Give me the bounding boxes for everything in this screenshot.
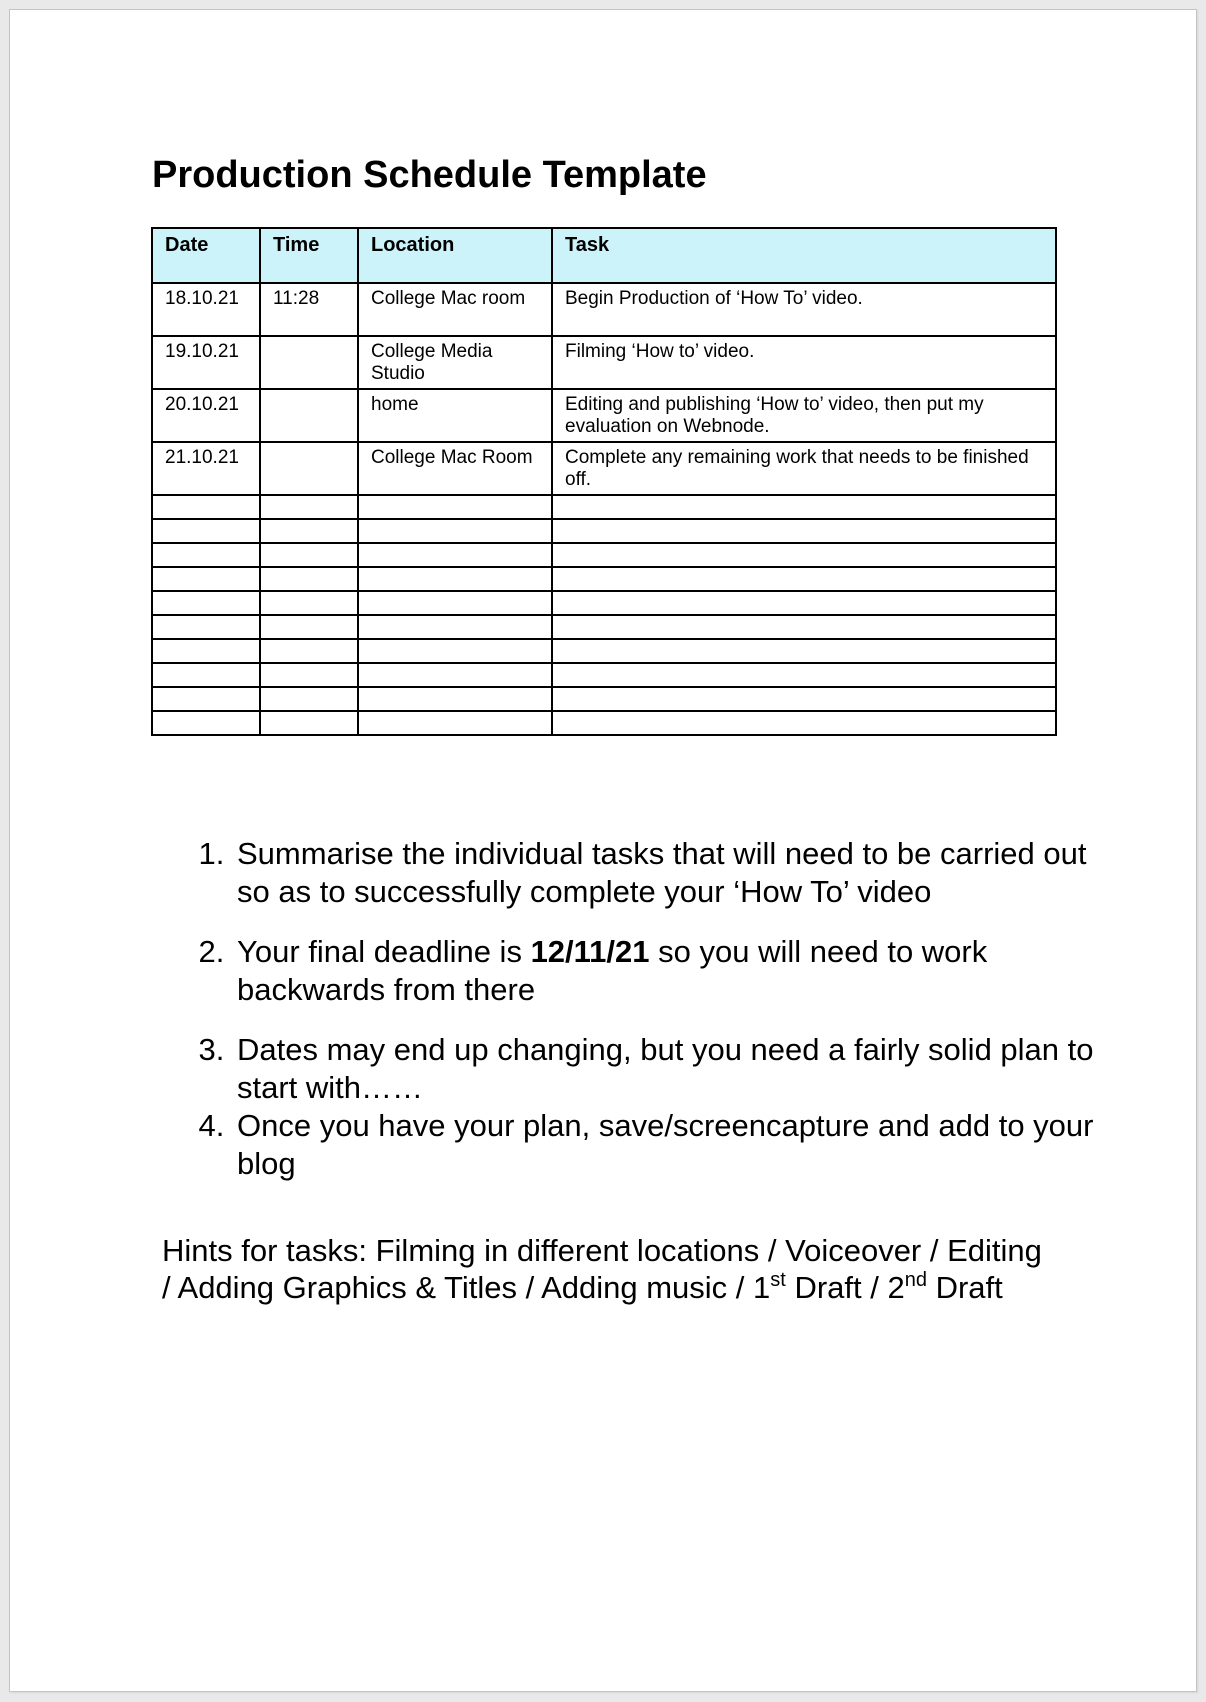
empty-table-row [152,495,1056,519]
cell-date: 20.10.21 [152,389,260,442]
cell-time [260,495,358,519]
cell-time [260,615,358,639]
cell-time [260,639,358,663]
ordinal-suffix: nd [904,1269,927,1291]
table-row [152,389,1056,442]
instruction-item [233,1107,1113,1183]
cell-task [552,711,1056,735]
cell-task [552,519,1056,543]
cell-task [552,543,1056,567]
empty-table-row [152,519,1056,543]
cell-location [358,615,552,639]
cell-location [358,639,552,663]
cell-location: College Media Studio [358,336,552,389]
cell-date [152,567,260,591]
cell-task: Complete any remaining work that needs to be finished off. [552,442,1056,495]
cell-time [260,687,358,711]
instruction-item [233,1031,1113,1107]
empty-table-row [152,591,1056,615]
table-row [152,336,1056,389]
cell-task: Begin Production of ‘How To’ video. [552,283,1056,336]
instruction-text: Your final deadline is [237,934,531,969]
cell-task: Filming ‘How to’ video. [552,336,1056,389]
cell-task: Editing and publishing ‘How to’ video, then put my evaluation on Webnode. [552,389,1056,442]
cell-location: home [358,389,552,442]
column-header-task: Task [552,228,1056,283]
cell-location [358,519,552,543]
instruction-item [233,933,1113,1009]
cell-date: 19.10.21 [152,336,260,389]
ordinal-suffix: st [770,1269,786,1291]
cell-task [552,639,1056,663]
cell-time [260,543,358,567]
cell-date [152,543,260,567]
cell-location [358,687,552,711]
cell-date: 18.10.21 [152,283,260,336]
cell-task [552,615,1056,639]
cell-location [358,543,552,567]
instruction-text: Dates may end up changing, but you need a fairly solid plan to start with…… [237,1032,1094,1105]
cell-time [260,663,358,687]
empty-table-row [152,663,1056,687]
table-row [152,283,1056,336]
empty-table-row [152,615,1056,639]
cell-location [358,567,552,591]
empty-table-row [152,543,1056,567]
cell-location: College Mac Room [358,442,552,495]
cell-date [152,687,260,711]
instruction-item [233,835,1113,911]
instruction-text: Once you have your plan, save/screencapture and add to your blog [237,1108,1094,1181]
cell-task [552,687,1056,711]
table-row [152,442,1056,495]
production-schedule-table [151,227,1057,736]
cell-time [260,389,358,442]
cell-date [152,711,260,735]
cell-date [152,591,260,615]
cell-date [152,615,260,639]
instruction-text: Summarise the individual tasks that will need to be carried out so as to successfully complete your ‘How To’ video [237,836,1087,909]
instruction-text: so you will need to work backwards from there [237,934,988,1007]
cell-time [260,591,358,615]
cell-time [260,567,358,591]
cell-location [358,711,552,735]
cell-date: 21.10.21 [152,442,260,495]
deadline-date: 12/11/21 [530,934,650,969]
table-header-row [152,228,1056,283]
cell-date [152,519,260,543]
hints-text: Hints for tasks: Filming in different locations / Voiceover / Editing / Adding Graphics & Titles / Adding music / 1 [162,1233,1042,1305]
empty-table-row [152,687,1056,711]
cell-time [260,442,358,495]
cell-task [552,567,1056,591]
cell-task [552,591,1056,615]
hints-text: Draft [926,1270,1003,1305]
page-title: Production Schedule Template [152,154,707,196]
hints-text: Draft / 2 [785,1270,905,1305]
cell-date [152,495,260,519]
empty-table-row [152,711,1056,735]
column-header-location: Location [358,228,552,283]
cell-location [358,495,552,519]
column-header-date: Date [152,228,260,283]
cell-time [260,519,358,543]
instructions-list [196,835,1113,1183]
task-hints [162,1232,1052,1306]
cell-time: 11:28 [260,283,358,336]
empty-table-row [152,639,1056,663]
cell-date [152,663,260,687]
empty-table-row [152,567,1056,591]
cell-location: College Mac room [358,283,552,336]
cell-date [152,639,260,663]
column-header-time: Time [260,228,358,283]
cell-time [260,336,358,389]
cell-location [358,663,552,687]
cell-location [358,591,552,615]
cell-task [552,663,1056,687]
cell-task [552,495,1056,519]
cell-time [260,711,358,735]
document-page [9,9,1197,1692]
